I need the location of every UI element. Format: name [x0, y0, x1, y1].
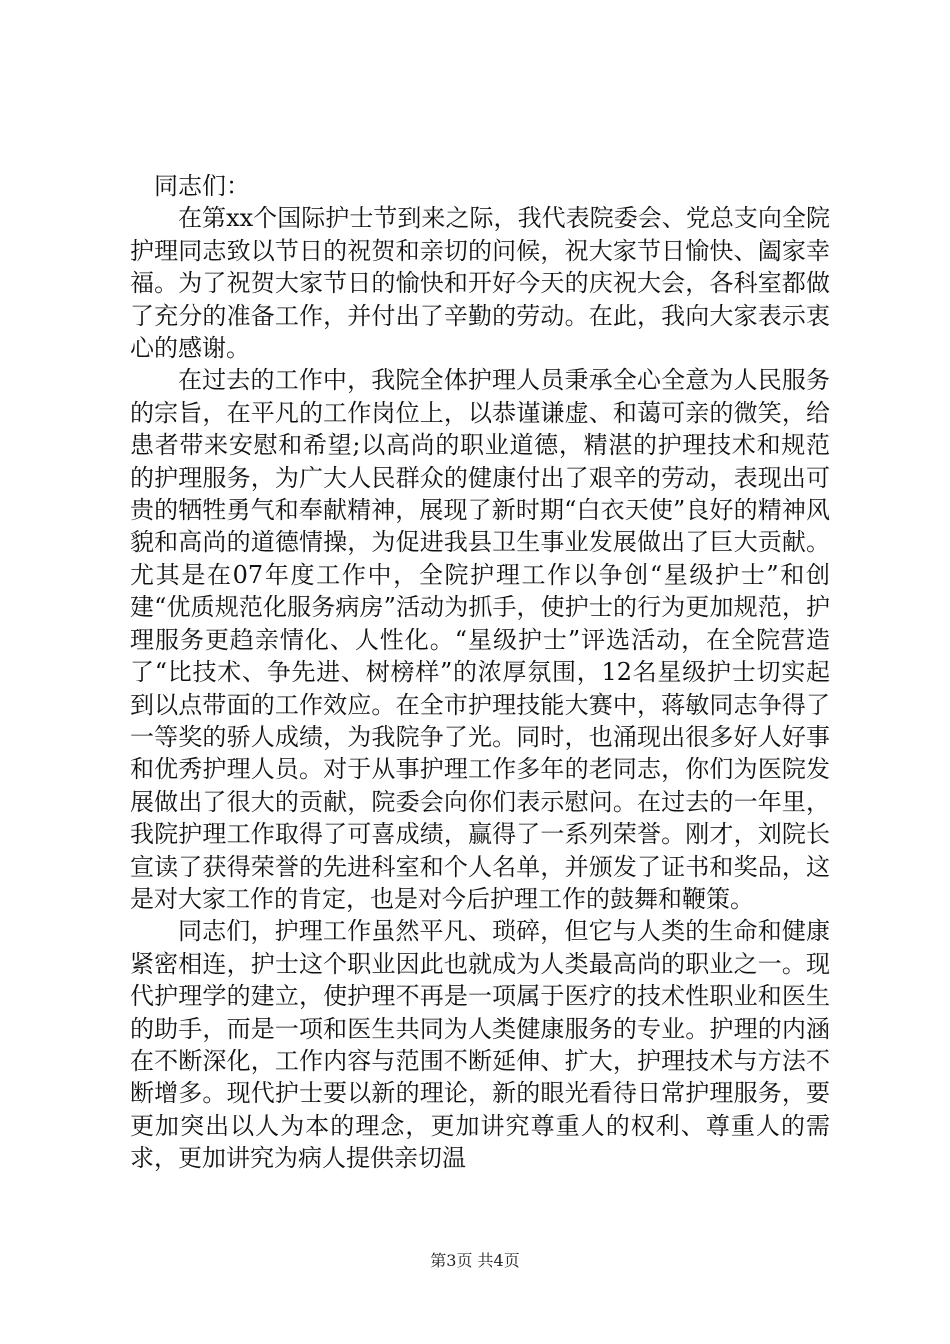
paragraph-achievements: 在过去的工作中，我院全体护理人员秉承全心全意为人民服务的宗旨，在平凡的工作岗位上，以恭谨谦虚、和蔼可亲的微笑，给患者带来安慰和希望;以高尚的职业道德，精湛的护理技术和规范的护理服务，为广大人民群众的健康付出了艰辛的劳动，表现出可贵的牺牲勇气和奉献精神，展现了新时期“白衣天使”良好的精神风貌和高尚的道德情操，为促进我县卫生事业发展做出了巨大贡献。尤其是在07年度工作中，全院护理工作以争创“星级护士”和创建“优质规范化服务病房”活动为抓手，使护士的行为更加规范，护理服务更趋亲情化、人性化。“星级护士”评选活动，在全院营造了“比技术、争先进、树榜样”的浓厚氛围，12名星级护士切实起到以点带面的工作效应。在全市护理技能大赛中，蒋敏同志争得了一等奖的骄人成绩，为我院争了光。同时，也涌现出很多好人好事和优秀护理人员。对于从事护理工作多年的老同志，你们为医院发展做出了很大的贡献，院委会向你们表示慰问。在过去的一年里，我院护理工作取得了可喜成绩，赢得了一系列荣誉。刚才，刘院长宣读了获得荣誉的先进科室和个人名单，并颁发了证书和奖品，这是对大家工作的肯定，也是对今后护理工作的鼓舞和鞭策。 [130, 366, 830, 913]
document-body [130, 170, 830, 1175]
paragraph-nursing-profession: 同志们，护理工作虽然平凡、琐碎，但它与人类的生命和健康紧密相连，护士这个职业因此也就成为人类最高尚的职业之一。现代护理学的建立，使护理不再是一项属于医疗的技术性职业和医生的助手，而是一项和医生共同为人类健康服务的专业。护理的内涵在不断深化，工作内容与范围不断延伸、扩大，护理技术与方法不断增多。现代护士要以新的理论，新的眼光看待日常护理服务，要更加突出以人为本的理念，更加讲究尊重人的权利、尊重人的需求，更加讲究为病人提供亲切温 [130, 917, 830, 1173]
paragraph-greeting: 在第xx个国际护士节到来之际，我代表院委会、党总支向全院护理同志致以节日的祝贺和亲切的问候，祝大家节日愉快、阖家幸福。为了祝贺大家节日的愉快和开好今天的庆祝大会，各科室都做了充分的准备工作，并付出了辛勤的劳动。在此，我向大家表示衷心的感谢。 [130, 204, 830, 363]
page-number-footer: 第3页 共4页 [430, 1251, 520, 1270]
salutation: 同志们： [154, 172, 250, 200]
